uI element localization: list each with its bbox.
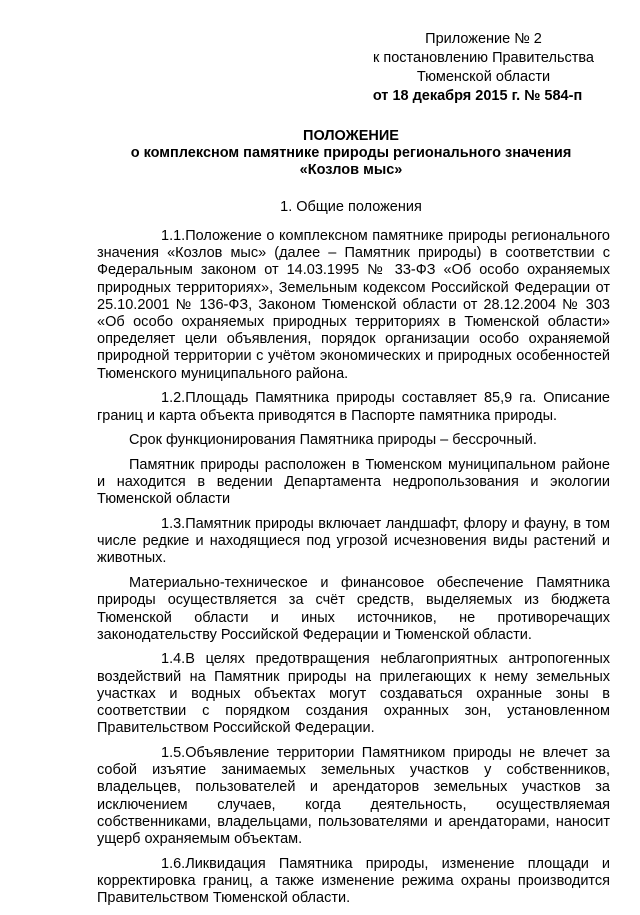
paragraph-text: Материально-техническое и финансовое обеспечение Памятника природы осуществляется за счёт средств, выделяемых из бюджета Тюменской области и иных источников, не противоречащих законодательству Российской Федерации и Тюменской области. (97, 575, 610, 643)
paragraph-text: Площадь Памятника природы составляет 85,9 га. Описание границ и карта объекта приводятся в Паспорте памятника природы. (97, 390, 610, 424)
paragraph-text: В целях предотвращения неблагоприятных антропогенных воздействий на Памятник природы на прилегающих к нему земельных участках и водных объектах могут создаваться охранные зоны в соответствии с порядком создания охранных зон, установленном Правительством Российской Федерации. (97, 651, 610, 737)
document-body (97, 228, 610, 915)
paragraph-number: 1.4. (161, 651, 186, 668)
title-line-1: ПОЛОЖЕНИЕ (303, 128, 399, 144)
title-line-2: о комплексном памятнике природы регионального значения (130, 145, 572, 161)
appendix-label: Приложение № 2 (425, 31, 542, 47)
section-heading: 1. Общие положения (280, 199, 422, 215)
document-title (96, 128, 606, 179)
paragraph-funding (97, 575, 610, 644)
paragraph-text: Ликвидация Памятника природы, изменение площади и корректировка границ, а также изменение режима охраны производится Правительством Тюменской области. (97, 855, 610, 907)
paragraph-1-3 (97, 516, 610, 568)
resolution-reference: к постановлению Правительства (373, 50, 594, 66)
paragraph-1-6 (97, 856, 610, 908)
paragraph-number: 1.3. (161, 516, 186, 533)
paragraph-location (97, 457, 610, 509)
appendix-header (373, 30, 594, 106)
paragraph-text: Объявление территории Памятником природы не влечет за собой изъятие занимаемых земельных участков у собственников, владельцев, пользователей и арендаторов земельных участков за исключением случаев, когда деятельность, осуществляемая собственниками, владельцами, пользователями и арендаторами, наносит ущерб охраняемым объектам. (97, 744, 610, 847)
paragraph-term (97, 432, 610, 449)
paragraph-number: 1.5. (161, 744, 186, 761)
paragraph-text: Срок функционирования Памятника природы – бессрочный. (129, 432, 537, 449)
paragraph-1-2 (97, 390, 610, 424)
paragraph-1-1 (97, 228, 610, 383)
paragraph-number: 1.6. (161, 855, 186, 872)
paragraph-1-4 (97, 651, 610, 737)
paragraph-number: 1.2. (161, 390, 186, 407)
title-line-3: «Козлов мыс» (299, 162, 403, 178)
paragraph-1-5 (97, 745, 610, 848)
resolution-date-number: от 18 декабря 2015 г. № 584-п (372, 88, 583, 104)
paragraph-text: Положение о комплексном памятнике природы регионального значения «Козлов мыс» (далее – Памятник природы) в соответствии с Федеральным законом от 14.03.1995 № 33-ФЗ «Об особо охраняемых природных территориях», Земельным кодексом Российской Федерации от 25.10.2001 № 136-ФЗ, Законом Тюменской области от 28.12.2004 № 303 «Об особо охраняемых природных территориях в Тюменской области» определяет цели объявления, порядок организации особо охраняемой природной территории с учётом экономических и природных особенностей Тюменского муниципального района. (97, 228, 610, 382)
paragraph-text: Памятник природы расположен в Тюменском муниципальном районе и находится в ведении Департамента недропользования и экологии Тюменской области (97, 456, 610, 508)
region-name: Тюменской области (416, 69, 551, 85)
paragraph-number: 1.1. (161, 228, 186, 244)
paragraph-text: Памятник природы включает ландшафт, флору и фауну, в том числе редкие и находящиеся под угрозой исчезновения виды растений и животных. (97, 516, 610, 567)
